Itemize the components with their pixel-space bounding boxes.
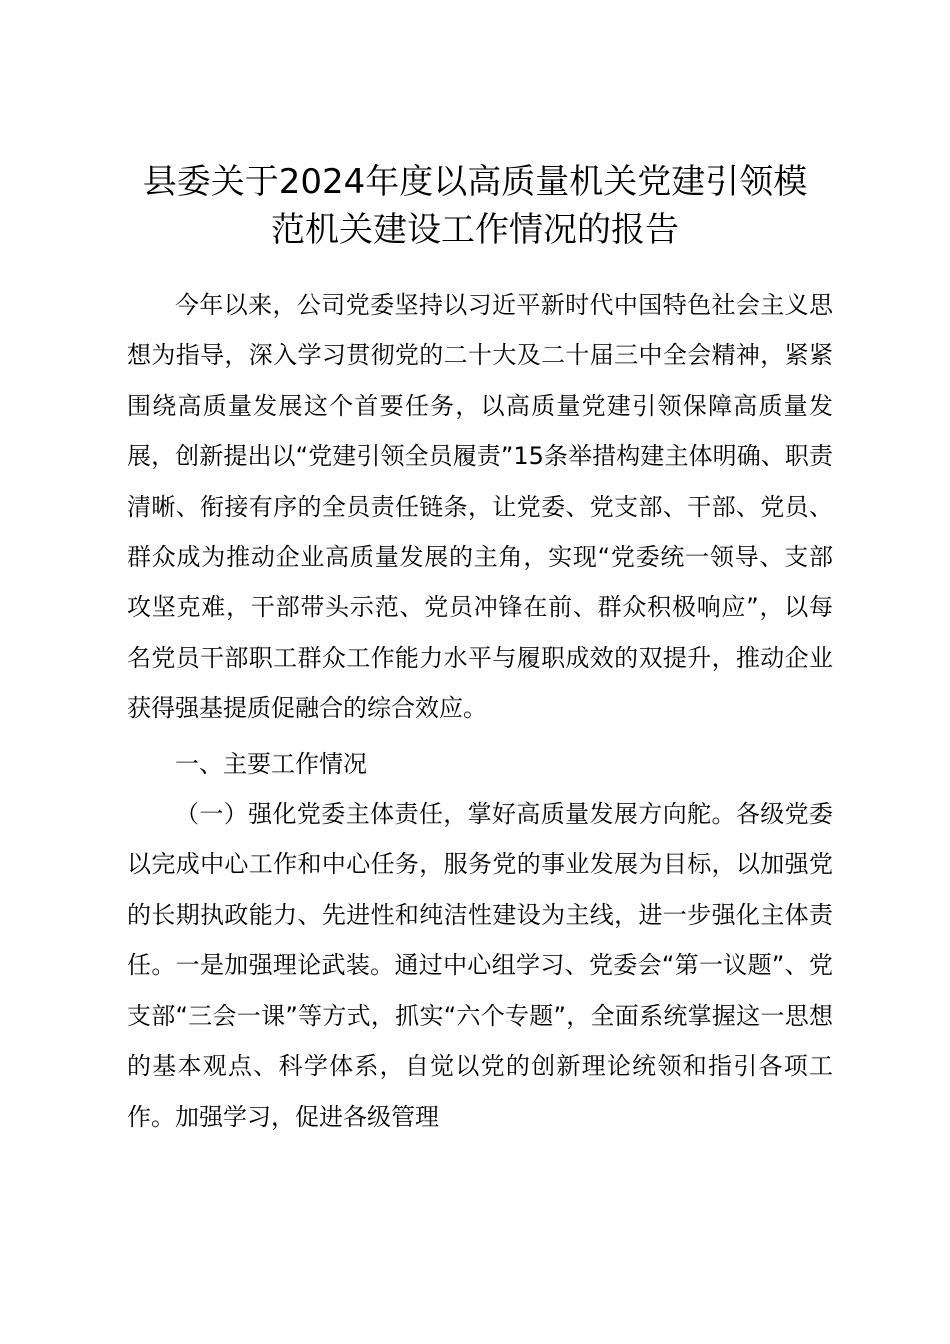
section-heading: 一、主要工作情况 <box>175 749 367 778</box>
title-line-1: 县委关于2024年度以高质量机关党建引领模 <box>142 162 808 202</box>
document-title <box>110 158 840 254</box>
section-paragraph: （一）强化党委主体责任，掌好高质量发展方向舵。各级党委以完成中心工作和中心任务，服务党的事业发展为目标，以加强党的长期执政能力、先进性和纯洁性建设为主线，进一步强化主体责任。一是加强理论武装。通过中心组学习、党委会“第一议题”、党支部“三会一课”等方式，抓实“六个专题”，全面系统掌握这一思想的基本观点、科学体系，自觉以党的创新理论统领和指引各项工作。加强学习，促进各级管理 <box>127 800 833 1131</box>
intro-paragraph: 今年以来，公司党委坚持以习近平新时代中国特色社会主义思想为指导，深入学习贯彻党的二十大及二十届三中全会精神，紧紧围绕高质量发展这个首要任务，以高质量党建引领保障高质量发展，创新提出以“党建引领全员履责”15条举措构建主体明确、职责清晰、衔接有序的全员责任链条，让党委、党支部、干部、党员、群众成为推动企业高质量发展的主角，实现“党委统一领导、支部攻坚克难，干部带头示范、党员冲锋在前、群众积极响应”，以每名党员干部职工群众工作能力水平与履职成效的双提升，推动企业获得强基提质促融合的综合效应。 <box>127 291 833 723</box>
document-body <box>127 280 833 1142</box>
title-line-2: 范机关建设工作情况的报告 <box>271 210 679 250</box>
